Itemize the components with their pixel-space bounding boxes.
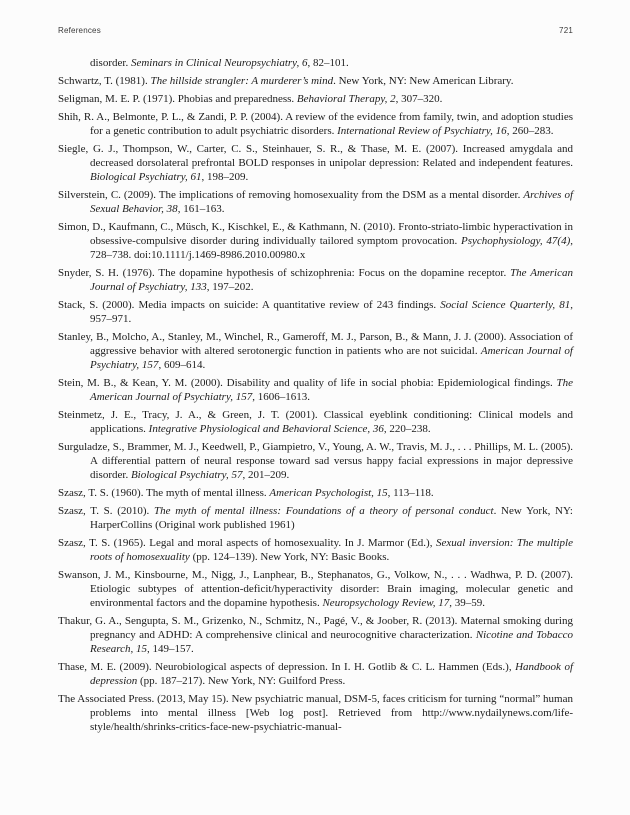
- reference-text: , 1606–1613.: [252, 391, 310, 403]
- reference-entry: [58, 92, 573, 106]
- reference-italic-text: The American Journal of Psychiatry, 157: [90, 377, 573, 403]
- reference-italic-text: American Journal of Psychiatry, 157: [90, 345, 573, 371]
- reference-entry: [58, 142, 573, 184]
- reference-text: Thakur, G. A., Sengupta, S. M., Grizenko, N., Schmitz, N., Pagé, V., & Joober, R. (2013). Maternal smoking during pregnancy and ADHD: A comprehensive clinical and neurocognitive characterization.: [58, 615, 573, 641]
- reference-text: Stanley, B., Molcho, A., Stanley, M., Winchel, R., Gameroff, M. J., Parson, B., & Mann, J. J. (2000). Association of aggressive behavior with altered serotonergic function in patients who are not suicidal.: [58, 331, 573, 357]
- reference-text: Silverstein, C. (2009). The implications of removing homosexuality from the DSM as a mental disorder.: [58, 189, 524, 201]
- reference-text: Szasz, T. S. (1965). Legal and moral aspects of homosexuality. In J. Marmor (Ed.),: [58, 537, 436, 549]
- reference-text: , 198–209.: [201, 171, 249, 183]
- page-header: [58, 26, 573, 35]
- reference-italic-text: Archives of Sexual Behavior, 38: [90, 189, 574, 215]
- reference-text: , 161–163.: [177, 203, 225, 215]
- reference-text: , 39–59.: [449, 597, 485, 609]
- reference-text: Thase, M. E. (2009). Neurobiological aspects of depression. In I. H. Gotlib & C. L. Hammen (Eds.),: [58, 661, 516, 673]
- reference-entry: [58, 376, 573, 404]
- reference-text: Stack, S. (2000). Media impacts on suicide: A quantitative review of 243 findings.: [58, 299, 441, 311]
- reference-italic-text: The American Journal of Psychiatry, 133: [90, 267, 573, 293]
- reference-italic-text: Behavioral Therapy, 2: [296, 93, 396, 105]
- reference-text: Siegle, G. J., Thompson, W., Carter, C. S., Steinhauer, S. R., & Thase, M. E. (2007). Increased amygdala and decreased dorsolateral prefrontal BOLD responses in unipolar depression: Related and independent features.: [58, 143, 573, 169]
- reference-entry: [58, 692, 573, 734]
- reference-text: disorder.: [90, 57, 131, 69]
- reference-text: , 82–101.: [307, 57, 349, 69]
- reference-text: , 260–283.: [506, 125, 554, 137]
- reference-entry: [58, 266, 573, 294]
- reference-text: . New York, NY: New American Library.: [333, 75, 514, 87]
- reference-entry: [58, 486, 573, 500]
- reference-text: , 728–738. doi:10.1111/j.1469-8986.2010.00980.x: [90, 235, 573, 261]
- reference-text: Szasz, T. S. (2010).: [58, 505, 155, 517]
- reference-entry: [58, 110, 573, 138]
- reference-text: , 197–202.: [206, 281, 254, 293]
- reference-entry: [58, 440, 573, 482]
- reference-text: Szasz, T. S. (1960). The myth of mental illness.: [58, 487, 270, 499]
- reference-italic-text: Biological Psychiatry, 57: [130, 469, 243, 481]
- reference-italic-text: Nicotine and Tobacco Research, 15: [90, 629, 573, 655]
- reference-entry: [58, 614, 573, 656]
- reference-entry: [58, 660, 573, 688]
- reference-text: , 957–971.: [90, 299, 573, 325]
- reference-italic-text: Social Science Quarterly, 81: [440, 299, 571, 311]
- reference-entry: [58, 298, 573, 326]
- reference-text: Shih, R. A., Belmonte, P. L., & Zandi, P. P. (2004). A review of the evidence from family, twin, and adoption studies for a genetic contribution to adult psychiatric disorders.: [58, 111, 573, 137]
- references-list: [58, 56, 573, 734]
- reference-italic-text: Handbook of depression: [90, 661, 574, 687]
- reference-entry: [58, 56, 573, 70]
- reference-entry: [58, 536, 573, 564]
- reference-text: Schwartz, T. (1981).: [58, 75, 151, 87]
- reference-text: . New York, NY: HarperCollins (Original work published 1961): [90, 505, 573, 531]
- reference-text: Snyder, S. H. (1976). The dopamine hypothesis of schizophrenia: Focus on the dopamine receptor.: [58, 267, 511, 279]
- reference-text: , 307–320.: [395, 93, 443, 105]
- reference-text: Swanson, J. M., Kinsbourne, M., Nigg, J., Lanphear, B., Stephanatos, G., Volkow, N., . . . Wadhwa, P. D. (2007). Etiologic subtypes of attention-deficit/hyperactivity disorder: Brain imaging, molecular genetic and environmental factors and the dopamine hypothesis.: [58, 569, 573, 609]
- reference-italic-text: The hillside strangler: A murderer’s mind: [150, 75, 334, 87]
- reference-italic-text: Seminars in Clinical Neuropsychiatry, 6: [130, 57, 308, 69]
- reference-text: Stein, M. B., & Kean, Y. M. (2000). Disability and quality of life in social phobia: Epidemiological findings.: [58, 377, 557, 389]
- reference-entry: [58, 568, 573, 610]
- reference-text: Seligman, M. E. P. (1971). Phobias and preparedness.: [58, 93, 297, 105]
- reference-text: Surguladze, S., Brammer, M. J., Keedwell, P., Giampietro, V., Young, A. W., Travis, M. J., . . . Phillips, M. L. (2005). A differential pattern of neural response toward sad versus happy facial expressions in major depressive disorder.: [58, 441, 573, 481]
- page-number: 721: [559, 26, 573, 35]
- reference-entry: [58, 74, 573, 88]
- reference-italic-text: Biological Psychiatry, 61: [90, 171, 202, 183]
- reference-italic-text: International Review of Psychiatry, 16: [337, 125, 507, 137]
- reference-text: , 220–238.: [383, 423, 431, 435]
- reference-text: , 149–157.: [147, 643, 194, 655]
- reference-entry: [58, 220, 573, 262]
- reference-entry: [58, 504, 573, 532]
- reference-text: (pp. 187–217). New York, NY: Guilford Press.: [137, 675, 346, 687]
- reference-italic-text: The myth of mental illness: Foundations of a theory of personal conduct: [154, 505, 494, 517]
- reference-text: , 201–209.: [242, 469, 290, 481]
- reference-italic-text: Psychophysiology, 47(4): [461, 235, 571, 247]
- reference-italic-text: American Psychologist, 15: [269, 487, 388, 499]
- reference-text: , 113–118.: [387, 487, 434, 499]
- reference-entry: [58, 330, 573, 372]
- reference-entry: [58, 188, 573, 216]
- reference-entry: [58, 408, 573, 436]
- running-head: References: [58, 26, 101, 35]
- reference-italic-text: Sexual inversion: The multiple roots of homosexuality: [90, 537, 573, 563]
- reference-italic-text: Neuropsychology Review, 17: [322, 597, 450, 609]
- reference-text: The Associated Press. (2013, May 15). New psychiatric manual, DSM-5, faces criticism for turning “normal” human problems into mental illness [Web log post]. Retrieved from http://www.nydailynews.com/life-style/health/shrinks-critics-face-new-psychiatric-manual-: [58, 693, 573, 733]
- reference-text: Simon, D., Kaufmann, C., Müsch, K., Kischkel, E., & Kathmann, N. (2010). Fronto-striato-limbic hyperactivation in obsessive-compulsive disorder during individually tailored symptom provocation.: [58, 221, 573, 247]
- reference-italic-text: Integrative Physiological and Behavioral Science, 36: [148, 423, 384, 435]
- reference-text: , 609–614.: [158, 359, 206, 371]
- reference-text: (pp. 124–139). New York, NY: Basic Books.: [189, 551, 390, 563]
- reference-text: Steinmetz, J. E., Tracy, J. A., & Green, J. T. (2001). Classical eyeblink conditioning: Clinical models and applications.: [58, 409, 573, 435]
